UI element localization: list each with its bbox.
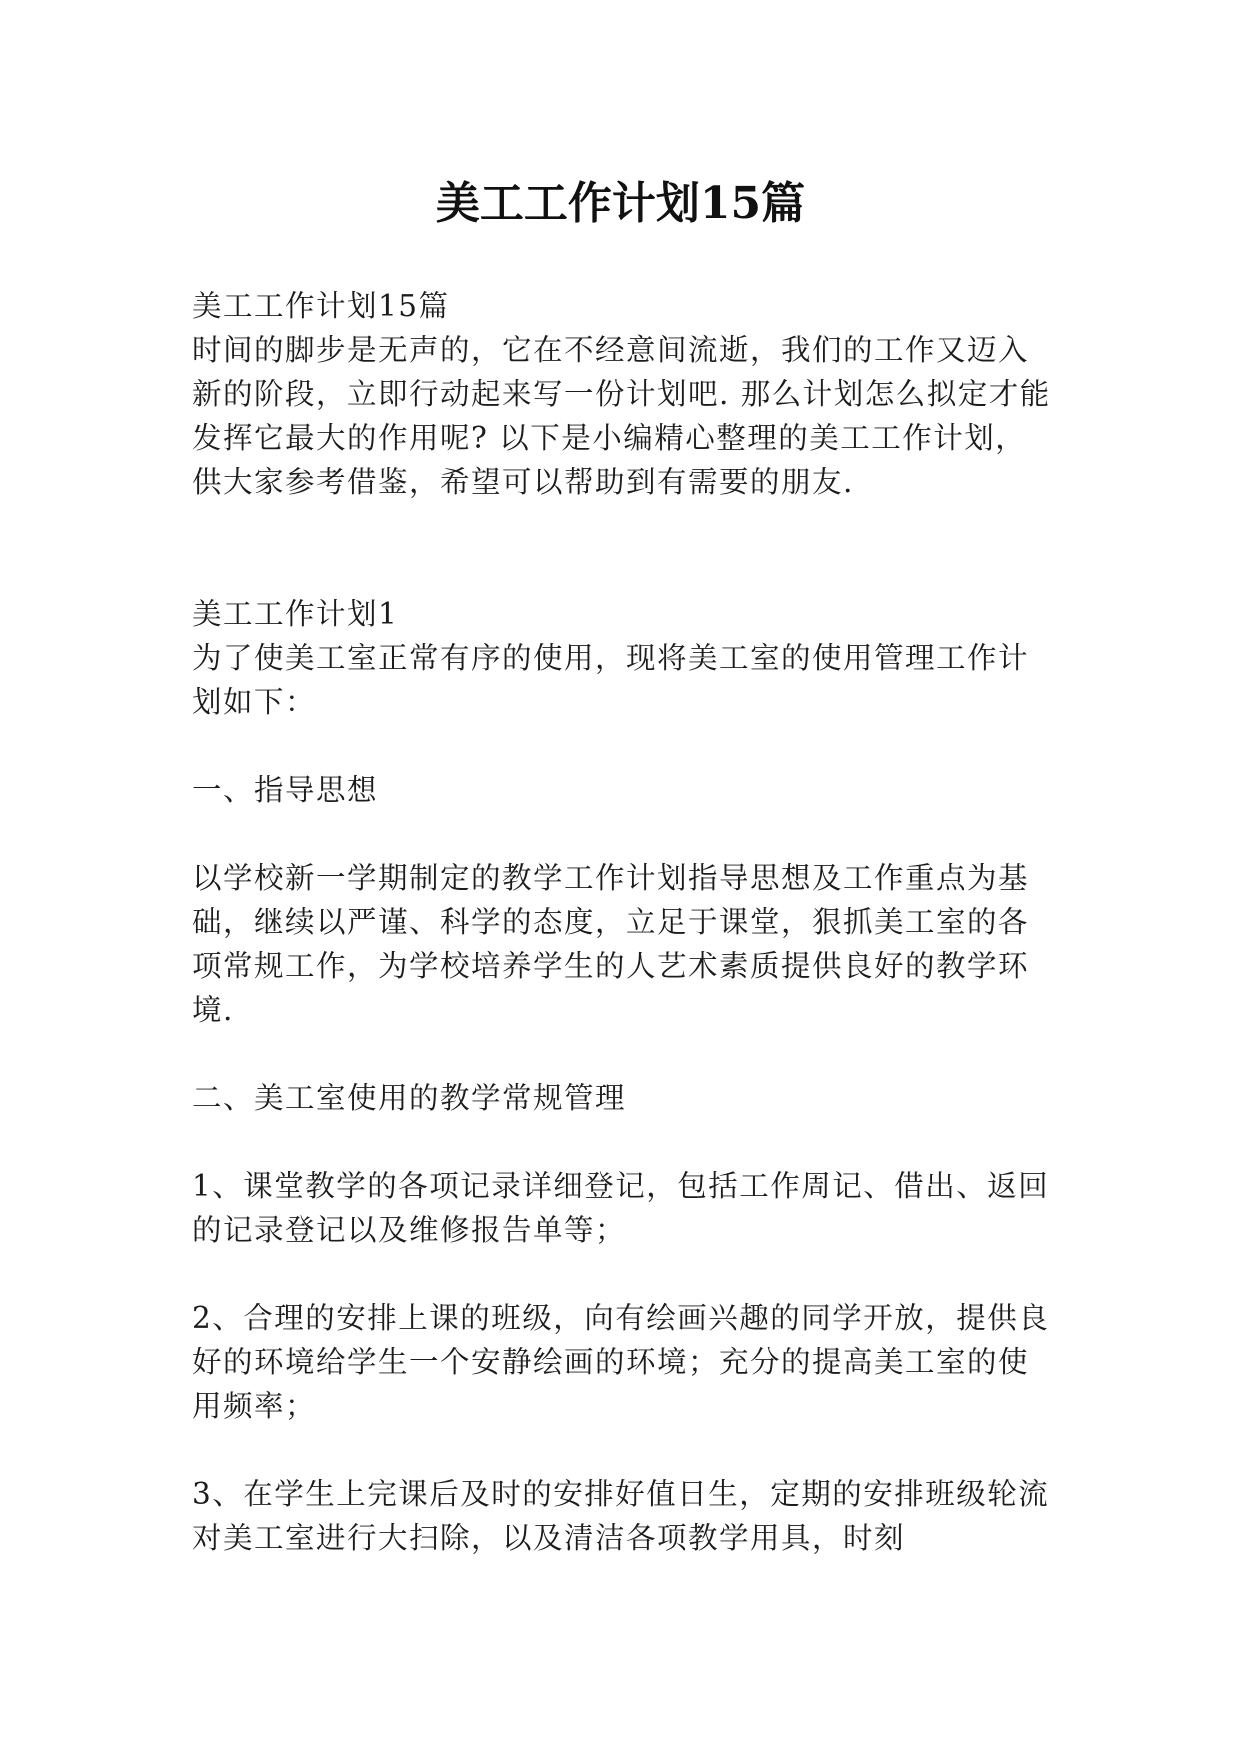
heading-guiding-ideology: 一、指导思想 [192,773,379,807]
spacer [192,1252,1052,1296]
list-item-1: 1、课堂教学的各项记录详细登记，包括工作周记、借出、返回的记录登记以及维修报告单等； [192,1169,1050,1247]
list-item-2: 2、合理的安排上课的班级，向有绘画兴趣的同学开放，提供良好的环境给学生一个安静绘画的环境；充分的提高美工室的使用频率； [192,1301,1050,1423]
list-item-3: 3、在学生上完课后及时的安排好值日生，定期的安排班级轮流对美工室进行大扫除，以及清洁各项教学用具，时刻 [192,1477,1050,1555]
heading-teaching-management: 二、美工室使用的教学常规管理 [192,1081,627,1115]
document-subtitle: 美工工作计划15篇 [192,289,450,323]
spacer [192,1120,1052,1164]
document-body [192,284,1052,1560]
spacer [192,724,1052,768]
spacer [192,504,1052,592]
document-title: 美工工作计划15篇 [435,178,806,229]
spacer [192,812,1052,856]
intro-paragraph: 时间的脚步是无声的，它在不经意间流逝，我们的工作又迈入新的阶段，立即行动起来写一份计划吧. 那么计划怎么拟定才能发挥它最大的作用呢? 以下是小编精心整理的美工工作计划，供大家参考借鉴，希望可以帮助到有需要的朋友. [192,333,1051,499]
guiding-ideology-paragraph: 以学校新一学期制定的教学工作计划指导思想及工作重点为基础，继续以严谨、科学的态度，立足于课堂，狠抓美工室的各项常规工作，为学校培养学生的人艺术素质提供良好的教学环境. [192,861,1030,1027]
spacer [192,1032,1052,1076]
spacer [192,1428,1052,1472]
section-intro-paragraph: 为了使美工室正常有序的使用，现将美工室的使用管理工作计划如下： [192,641,1030,719]
section-title: 美工工作计划1 [192,597,399,631]
